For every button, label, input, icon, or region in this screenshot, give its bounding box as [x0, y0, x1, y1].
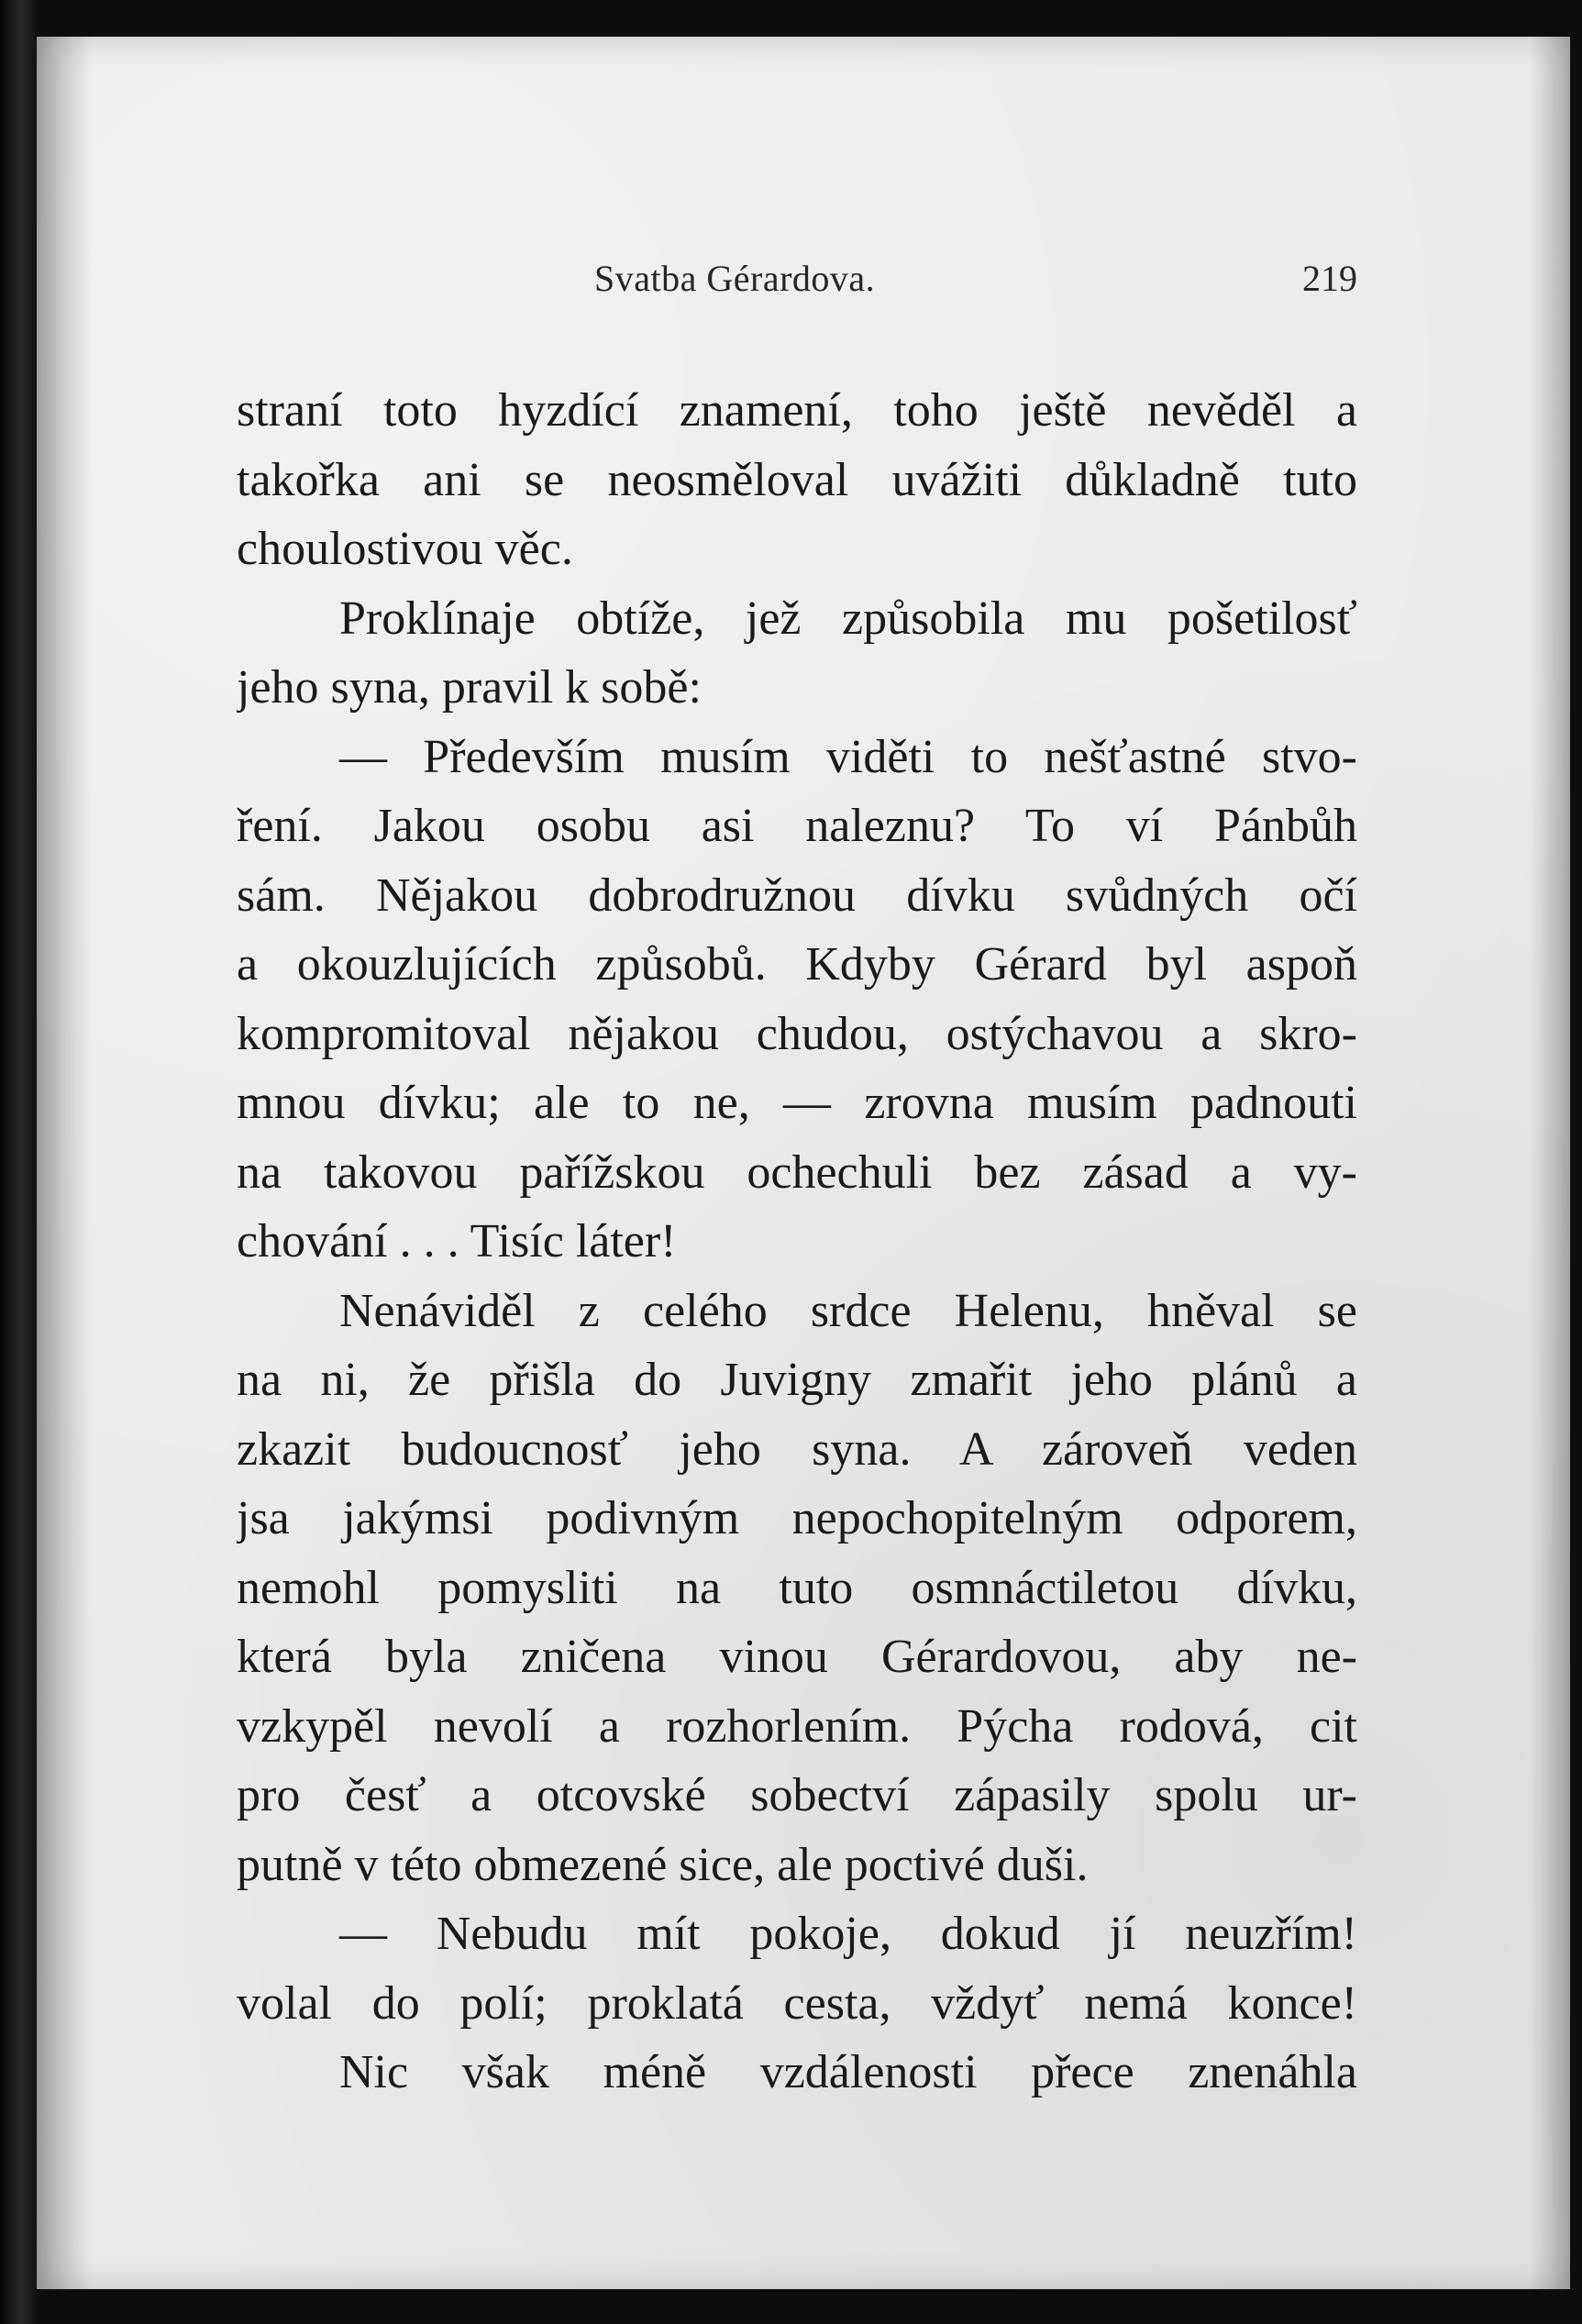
text-line: zkazit budoucnosť jeho syna. A zároveň veden [237, 1422, 1357, 1476]
text-line: jeho syna, pravil k sobě: [237, 661, 702, 714]
text-line: která byla zničena vinou Gérardovou, aby ne- [237, 1631, 1357, 1683]
text-line: choulostivou věc. [237, 523, 573, 575]
text-line: — Především musím viděti to nešťastné stvo- [339, 730, 1357, 783]
text-line: kompromitoval nějakou chudou, ostýchavou a skro- [237, 1007, 1357, 1060]
running-title: Svatba Gérardova. [594, 258, 876, 299]
running-header [227, 248, 1357, 312]
text-line: a okouzlujících způsobů. Kdyby Gérard byl aspoň [237, 938, 1357, 990]
text-line: putně v této obmezené sice, ale poctivé duši. [237, 1838, 1089, 1891]
body-text [237, 376, 1357, 2108]
text-line: jsa jakýmsi podivným nepochopitelným odporem, [237, 1492, 1357, 1544]
text-line: Nic však méně vzdálenosti přece znenáhla [339, 2046, 1357, 2098]
text-line: Nenáviděl z celého srdce Helenu, hněval se [339, 1284, 1357, 1337]
text-line: nemohl pomysliti na tuto osmnáctiletou dívku, [237, 1561, 1357, 1614]
text-line: pro česť a otcovské sobectví zápasily spolu ur- [237, 1769, 1357, 1821]
text-line: na takovou pařížskou ochechuli bez zásad a vy- [237, 1145, 1357, 1199]
text-line: vzkypěl nevolí a rozhorlením. Pýcha rodová, cit [237, 1699, 1357, 1753]
text-line: na ni, že přišla do Juvigny zmařit jeho plánů a [237, 1354, 1357, 1406]
text-line: mnou dívku; ale to ne, — zrovna musím padnouti [237, 1077, 1357, 1129]
book-spine-edge [0, 0, 37, 2324]
page-sheet [37, 37, 1570, 2289]
text-line: straní toto hyzdící znamení, toho ještě nevěděl a [237, 384, 1357, 437]
text-line: takořka ani se neosměloval uvážiti důkladně tuto [237, 453, 1357, 506]
text-line: chování . . . Tisíc láter! [237, 1215, 677, 1267]
text-line: Proklínaje obtíže, jež způsobila mu pošetilosť [339, 592, 1357, 645]
text-line: volal do polí; proklatá cesta, vždyť nemá konce! [237, 1976, 1357, 2030]
text-line: sám. Nějakou dobrodružnou dívku svůdných očí [237, 869, 1357, 922]
text-line: ření. Jakou osobu asi naleznu? To ví Pánbůh [237, 800, 1357, 852]
page-number: 219 [1302, 258, 1357, 299]
text-line: — Nebudu mít pokoje, dokud jí neuzřím! [339, 1908, 1357, 1960]
